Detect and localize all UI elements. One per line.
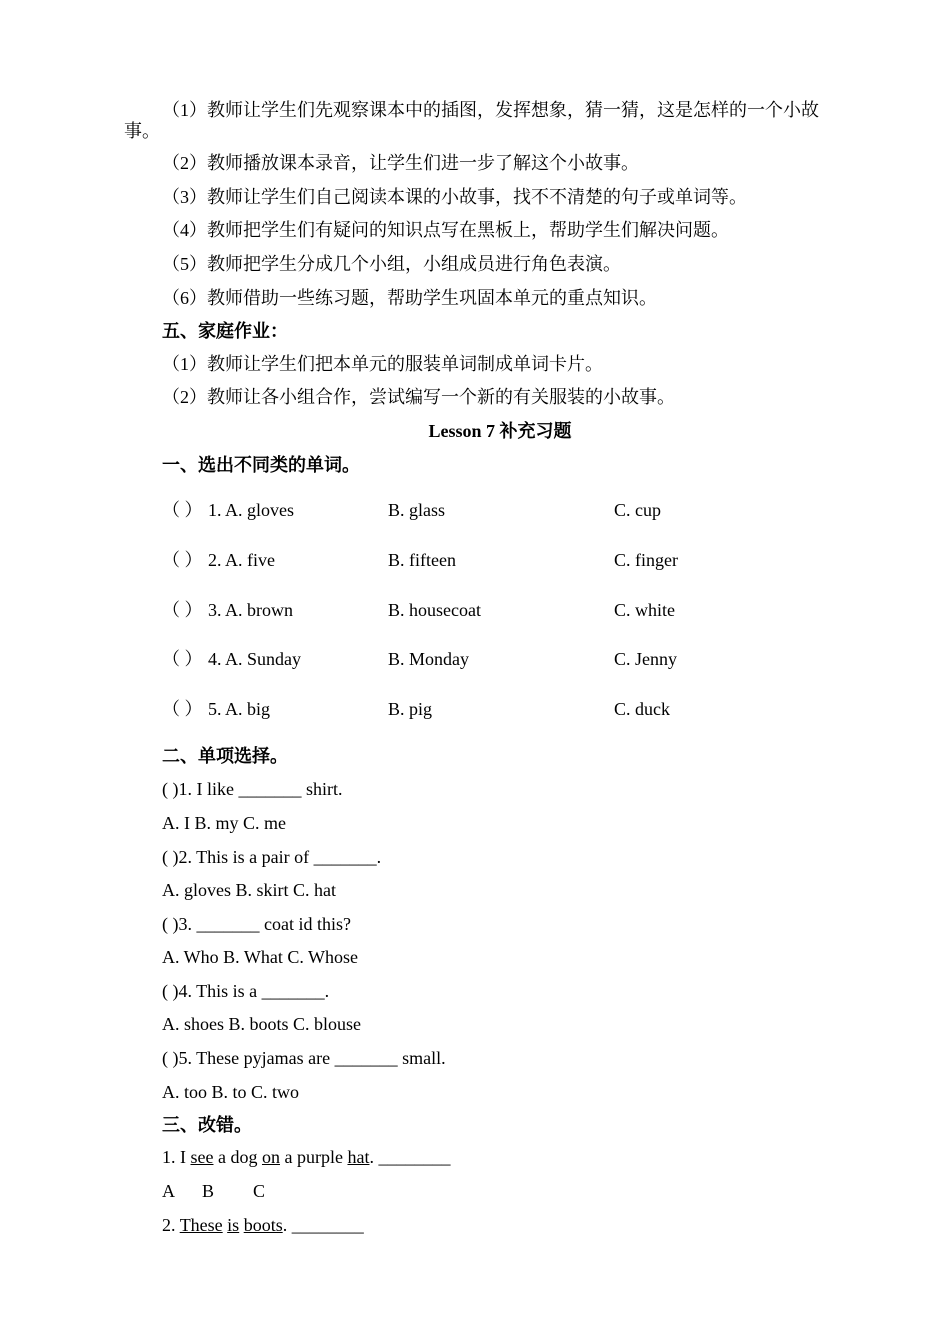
- question-1-options: A. I B. my C. me: [162, 813, 286, 833]
- answer-bracket[interactable]: （ ）: [162, 600, 203, 620]
- question-5: ( )5. These pyjamas are _______ small.: [162, 1048, 446, 1068]
- step-6: （6）教师借助一些练习题，帮助学生巩固本单元的重点知识。: [162, 288, 657, 308]
- option-c: C. white: [614, 600, 675, 620]
- q2-underlined-c: boots: [243, 1215, 283, 1235]
- step-4: （4）教师把学生们有疑问的知识点写在黑板上，帮助学生们解决问题。: [162, 220, 729, 240]
- question-4-options: A. shoes B. boots C. blouse: [162, 1014, 362, 1034]
- option-c: C. finger: [614, 550, 678, 570]
- question-2-options: A. gloves B. skirt C. hat: [162, 880, 336, 900]
- q1-text-1: a dog: [213, 1147, 262, 1167]
- option-b: B. Monday: [388, 649, 469, 669]
- option-c: C. duck: [614, 699, 670, 719]
- step-2: （2）教师播放课本录音，让学生们进一步了解这个小故事。: [162, 153, 639, 173]
- option-b: B. fifteen: [388, 550, 456, 570]
- option-c: C. Jenny: [614, 649, 677, 669]
- q2-answer-blank: . ________: [282, 1215, 364, 1235]
- question-5-options: A. too B. to C. two: [162, 1082, 300, 1102]
- answer-bracket[interactable]: （ ）: [162, 500, 203, 520]
- q1-underlined-c: hat: [347, 1147, 370, 1167]
- option-a: 1. A. gloves: [208, 500, 295, 520]
- answer-bracket[interactable]: （ ）: [162, 699, 203, 719]
- section1-heading: 一、选出不同类的单词。: [162, 455, 360, 475]
- label-b: B: [202, 1181, 215, 1201]
- option-c: C. cup: [614, 500, 661, 520]
- option-b: B. housecoat: [388, 600, 481, 620]
- step-1-cont: 事。: [124, 121, 160, 141]
- question-2: ( )2. This is a pair of _______.: [162, 847, 382, 867]
- section2-heading: 二、单项选择。: [162, 746, 288, 766]
- q1-underlined-b: on: [261, 1147, 280, 1167]
- question-4: ( )4. This is a _______.: [162, 981, 330, 1001]
- q1-prefix: 1. I: [162, 1147, 191, 1167]
- q1-underlined-a: see: [190, 1147, 214, 1167]
- correction-question-2: [162, 1214, 364, 1236]
- q2-underlined-b: is: [227, 1215, 240, 1235]
- question-1: ( )1. I like _______ shirt.: [162, 779, 343, 799]
- option-b: B. pig: [388, 699, 433, 719]
- answer-bracket[interactable]: （ ）: [162, 550, 203, 570]
- lesson-title: Lesson 7 补充习题: [428, 421, 572, 441]
- question-3-options: A. Who B. What C. Whose: [162, 947, 358, 967]
- option-b: B. glass: [388, 500, 446, 520]
- step-5: （5）教师把学生分成几个小组，小组成员进行角色表演。: [162, 254, 621, 274]
- step-1: （1）教师让学生们先观察课本中的插图，发挥想象，猜一猜，这是怎样的一个小故: [162, 100, 819, 120]
- option-a: 2. A. five: [208, 550, 275, 570]
- label-c: C: [253, 1181, 266, 1201]
- q2-prefix: 2.: [162, 1215, 180, 1235]
- answer-bracket[interactable]: （ ）: [162, 649, 203, 669]
- q1-answer-blank: . ________: [369, 1147, 451, 1167]
- q2-underlined-a: These: [179, 1215, 223, 1235]
- section3-heading: 三、改错。: [162, 1115, 252, 1135]
- homework-item-1: （1）教师让学生们把本单元的服装单词制成单词卡片。: [162, 354, 603, 374]
- label-a: A: [162, 1181, 175, 1201]
- correction-question-1: [162, 1146, 450, 1168]
- q1-text-2: a purple: [279, 1147, 348, 1167]
- option-a: 3. A. brown: [208, 600, 293, 620]
- homework-heading: 五、家庭作业：: [162, 321, 288, 341]
- homework-item-2: （2）教师让各小组合作，尝试编写一个新的有关服装的小故事。: [162, 387, 675, 407]
- question-3: ( )3. _______ coat id this?: [162, 914, 351, 934]
- option-a: 5. A. big: [208, 699, 271, 719]
- option-a: 4. A. Sunday: [208, 649, 302, 669]
- step-3: （3）教师让学生们自己阅读本课的小故事，找不不清楚的句子或单词等。: [162, 187, 747, 207]
